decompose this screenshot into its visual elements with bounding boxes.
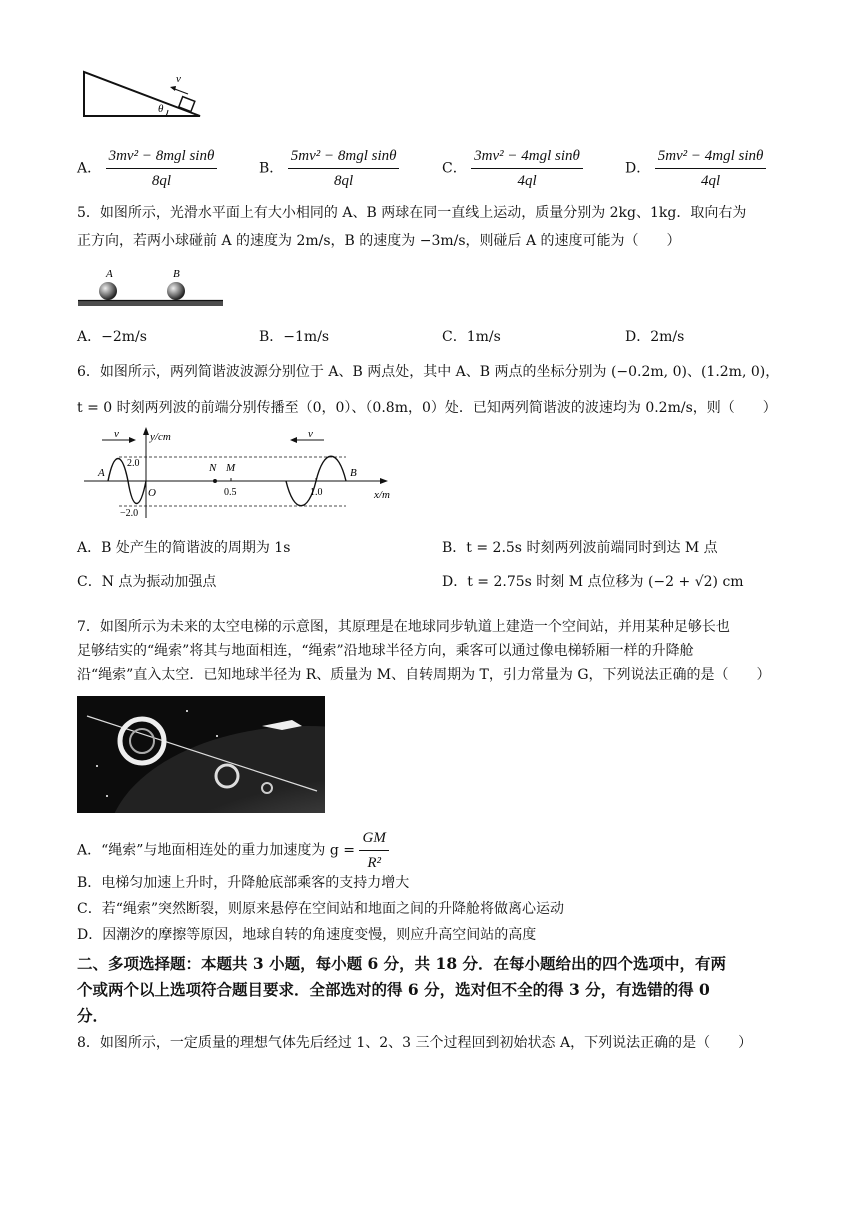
angle-label: θ	[158, 103, 164, 115]
q4-option-b: B． $\frac{\text{5mv² − 8mgl sinθ}}{8ql}$	[259, 146, 399, 191]
q6-option-a: A．B 处产生的简谐波的周期为 1s	[77, 540, 291, 556]
q5-stem-line1: 5．如图所示，光滑水平面上有大小相同的 A、B 两球在同一直线上运动，质量分别为 2kg、1kg．取向右为	[77, 205, 747, 221]
q7-stem-line1: 7．如图所示为未来的太空电梯的示意图，其原理是在地球同步轨道上建造一个空间站，并用某种足够长也	[77, 619, 730, 635]
q5-option-b: B．−1m/s	[259, 329, 330, 345]
section2-heading-line2: 个或两个以上选项符合题目要求．全部选对的得 6 分，选对但不全的得 3 分，有选错的得 0	[77, 980, 710, 999]
q4-option-d: D． $\frac{\text{5mv² − 4mgl sinθ}}{4ql}$	[625, 146, 766, 191]
section2-heading-line3: 分．	[77, 1006, 109, 1025]
y-axis-label: y/cm	[150, 431, 171, 443]
section2-heading-line1: 二、多项选择题：本题共 3 小题，每小题 6 分，共 18 分．在每小题给出的四个选项中，有两	[77, 954, 727, 973]
space-elevator-image	[77, 696, 325, 813]
point-m-label: M	[226, 462, 236, 474]
point-n-label: N	[209, 462, 217, 474]
origin-label: O	[148, 487, 156, 499]
wave-figure	[84, 426, 404, 522]
velocity-left-label: v	[114, 428, 119, 440]
q5-option-c: C．1m/s	[442, 329, 501, 345]
tick-positive: 2.0	[127, 458, 140, 469]
point-n	[213, 479, 217, 483]
q8-stem-line1: 8．如图所示，一定质量的理想气体先后经过 1、2、3 三个过程回到初始状态 A，下列说法正确的是（ ）	[77, 1035, 753, 1051]
q7-option-a: A．“绳索”与地面相连处的重力加速度为 g = $\frac{GM}{\text{R²}}$	[77, 828, 389, 873]
ball-b	[167, 282, 185, 300]
balls-figure	[78, 266, 228, 310]
point-b-label: B	[350, 467, 357, 479]
ball-b-label: B	[173, 268, 180, 280]
velocity-label: v	[176, 73, 181, 85]
q7-stem-line3: 沿“绳索”直入太空．已知地球半径为 R、质量为 M、自转周期为 T，引力常量为 G，下列说法正确的是（ ）	[77, 667, 771, 683]
ball-a	[99, 282, 117, 300]
q4-option-a: A． $\frac{\text{3mv² − 8mgl sinθ}}{8ql}$	[77, 146, 217, 191]
tick-negative: −2.0	[120, 508, 139, 519]
q6-stem-line1: 6．如图所示，两列简谐波波源分别位于 A、B 两点处，其中 A、B 两点的坐标分别为 (−0.2m, 0)、(1.2m, 0)，	[77, 364, 780, 380]
x-axis-label: x/m	[374, 489, 390, 501]
q7-stem-line2: 足够结实的“绳索”将其与地面相连，“绳索”沿地球半径方向，乘客可以通过像电梯轿厢一样的升降舱	[77, 643, 694, 659]
q7-option-b: B．电梯匀加速上升时，升降舱底部乘客的支持力增大	[77, 875, 410, 891]
tick-1-0: 1.0	[310, 487, 323, 498]
q6-option-c: C．N 点为振动加强点	[77, 574, 217, 590]
tick-0-5: 0.5	[224, 487, 237, 498]
q5-option-a: A．−2m/s	[77, 329, 147, 345]
q5-stem-line2: 正方向，若两小球碰前 A 的速度为 2m/s，B 的速度为 −3m/s，则碰后 A 的速度可能为（ ）	[77, 233, 681, 249]
q6-stem-line2: t = 0 时刻两列波的前端分别传播至（0，0）、（0.8m，0）处．已知两列简谐波的波速均为 0.2m/s，则（ ）	[77, 400, 777, 416]
velocity-right-label: v	[308, 428, 313, 440]
q7-option-d: D．因潮汐的摩擦等原因，地球自转的角速度变慢，则应升高空间站的高度	[77, 927, 537, 943]
point-a-label: A	[98, 467, 105, 479]
q6-option-b: B．t = 2.5s 时刻两列波前端同时到达 M 点	[442, 540, 718, 556]
ground-hatch	[78, 301, 223, 306]
q7-option-c: C．若“绳索”突然断裂，则原来悬停在空间站和地面之间的升降舱将做离心运动	[77, 901, 565, 917]
q5-option-d: D．2m/s	[625, 329, 685, 345]
q4-option-c: C． $\frac{\text{3mv² − 4mgl sinθ}}{4ql}$	[442, 146, 583, 191]
ball-a-label: A	[106, 268, 113, 280]
incline-figure	[80, 66, 210, 122]
q6-option-d: D．t = 2.75s 时刻 M 点位移为 (−2 + √2) cm	[442, 574, 744, 590]
